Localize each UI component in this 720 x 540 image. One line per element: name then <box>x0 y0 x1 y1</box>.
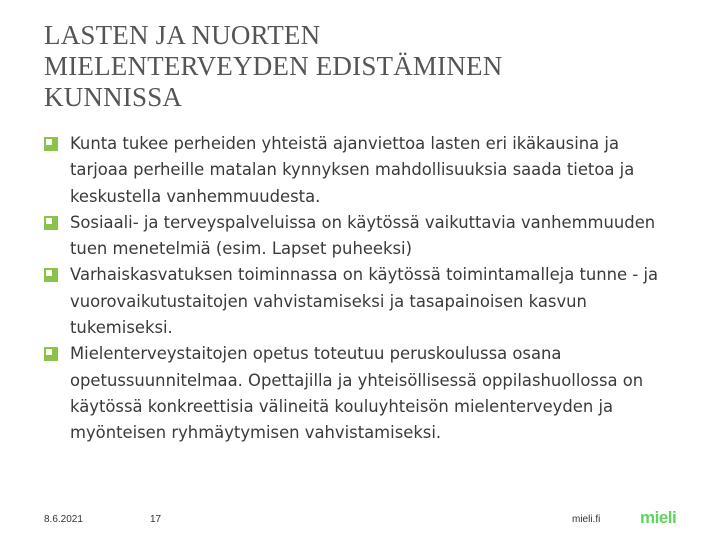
bullet-list <box>44 131 674 447</box>
page-number: 17 <box>150 514 162 525</box>
mieli-logo: mieli <box>640 508 677 527</box>
footer-date: 8.6.2021 <box>44 514 83 525</box>
title-line: LASTEN JA NUORTEN <box>44 20 321 50</box>
bullet-text: Sosiaali- ja terveyspalveluissa on käytössä vaikuttavia vanhemmuuden tuen menetelmiä (esim. Lapset puheeksi) <box>70 212 656 259</box>
bullet-text: Varhaiskasvatuksen toiminnassa on käytössä toimintamalleja tunne - ja vuorovaikutustaitojen vahvistamiseksi ja tasapainoisen kasvun tukemiseksi. <box>70 265 659 338</box>
bullet-text: Kunta tukee perheiden yhteistä ajanviettoa lasten eri ikäkausina ja tarjoaa perheille matalan kynnyksen mahdollisuuksia saada tietoa ja keskustella vanhemmuudesta. <box>70 134 635 206</box>
footer-website: mieli.fi <box>572 514 601 525</box>
bullet-text: Mielenterveystaitojen opetus toteutuu peruskoulussa osana opetussuunnitelmaa. Opettajilla ja yhteisöllisessä oppilashuollossa on käytössä konkreettisia välineitä kouluyhteisön mielenterveyden ja myönteisen ryhmäytymisen vahvistamiseksi. <box>70 344 644 443</box>
square-bullet-icon <box>44 347 58 361</box>
square-bullet-icon <box>44 216 58 230</box>
title-line: MIELENTERVEYDEN EDISTÄMINEN <box>44 51 503 81</box>
bullet-item <box>44 131 674 210</box>
square-bullet-icon <box>44 268 58 282</box>
square-bullet-icon <box>44 137 58 151</box>
bullet-item <box>44 341 674 446</box>
bullet-item <box>44 262 674 341</box>
title-line: KUNNISSA <box>44 82 183 112</box>
bullet-item <box>44 210 674 263</box>
slide-title <box>44 20 684 113</box>
